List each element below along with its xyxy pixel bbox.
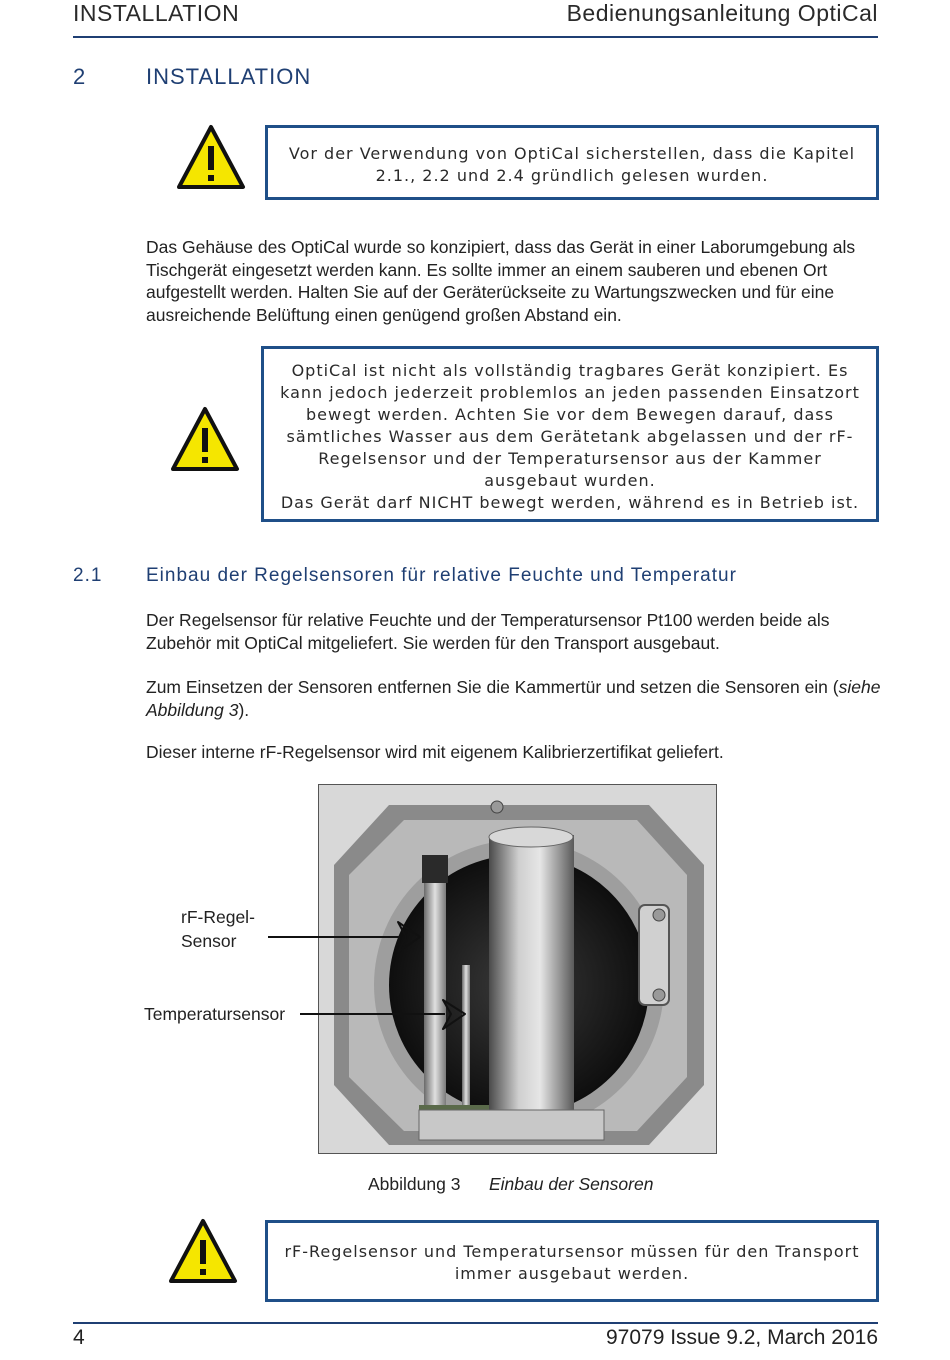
warning-triangle-icon	[170, 406, 240, 472]
warning-box-remove-sensors	[265, 1220, 879, 1302]
header-chapter: INSTALLATION	[73, 0, 240, 26]
paragraph-calibration-certificate: Dieser interne rF-Regelsensor wird mit eigenem Kalibrierzertifikat geliefert.	[146, 742, 724, 762]
section-title: INSTALLATION	[146, 64, 312, 89]
warning-box-read-chapters	[265, 125, 879, 200]
figure-caption-number: Abbildung 3	[368, 1174, 461, 1194]
sensor-installation-photo	[318, 784, 717, 1154]
subsection-title: Einbau der Regelsensoren für relative Feuchte und Temperatur	[146, 565, 737, 586]
header-divider	[73, 36, 878, 38]
paragraph-housing: Das Gehäuse des OptiCal wurde so konzipiert, dass das Gerät in einer Laborumgebung als Tischgerät eingesetzt werden kann. Es sollte immer an einem sauberen und ebenen Ort aufgestellt werden. Halten Sie auf der Geräterückseite zu Wartungszwecken und für eine ausreichende Belüftung einen genügend großen Abstand ein.	[146, 237, 856, 325]
header-manual-title: Bedienungsanleitung OptiCal	[566, 0, 878, 26]
text: ).	[238, 699, 250, 720]
warning-triangle-icon	[176, 124, 246, 190]
label-temperature-sensor: Temperatursensor	[144, 1004, 286, 1024]
warning-text: rF-Regelsensor und Temperatursensor müssen für den Transport immer ausgebaut werden.	[284, 1242, 860, 1283]
subsection-number: 2.1	[73, 565, 103, 586]
document-issue: 97079 Issue 9.2, March 2016	[605, 1326, 878, 1349]
label-rf-sensor: rF-Regel-Sensor	[181, 907, 255, 951]
text: Zum Einsetzen der Sensoren entfernen Sie die Kammertür und setzen die Sensoren ein (	[146, 677, 839, 697]
warning-triangle-icon	[168, 1218, 238, 1284]
section-number: 2	[73, 64, 86, 89]
figure-caption-title: Einbau der Sensoren	[489, 1174, 654, 1194]
figure-reference: siehe Abbildung 3	[146, 677, 881, 720]
footer-divider	[73, 1322, 878, 1324]
warning-text-operation: Das Gerät darf NICHT bewegt werden, während es in Betrieb ist.	[280, 493, 860, 512]
page-number: 4	[73, 1326, 85, 1349]
warning-text: Vor der Verwendung von OptiCal sicherstellen, dass die Kapitel 2.1., 2.2 und 2.4 gründlich gelesen wurden.	[288, 144, 856, 185]
warning-box-transport	[261, 346, 879, 522]
paragraph-insert-sensors	[146, 676, 886, 721]
paragraph-sensors-supplied: Der Regelsensor für relative Feuchte und der Temperatursensor Pt100 werden beide als Zubehör mit OptiCal mitgeliefert. Sie werden für den Transport ausgebaut.	[146, 610, 830, 653]
warning-text: OptiCal ist nicht als vollständig tragbares Gerät konzipiert. Es kann jedoch jederzeit problemlos an jeden passenden Einsatzort bewegt werden. Achten Sie vor dem Bewegen darauf, dass sämtliches Wasser aus dem Gerätetank abgelassen und der rF-Regelsensor und der Temperatursensor aus der Kammer ausgebaut wurden.	[280, 361, 860, 490]
